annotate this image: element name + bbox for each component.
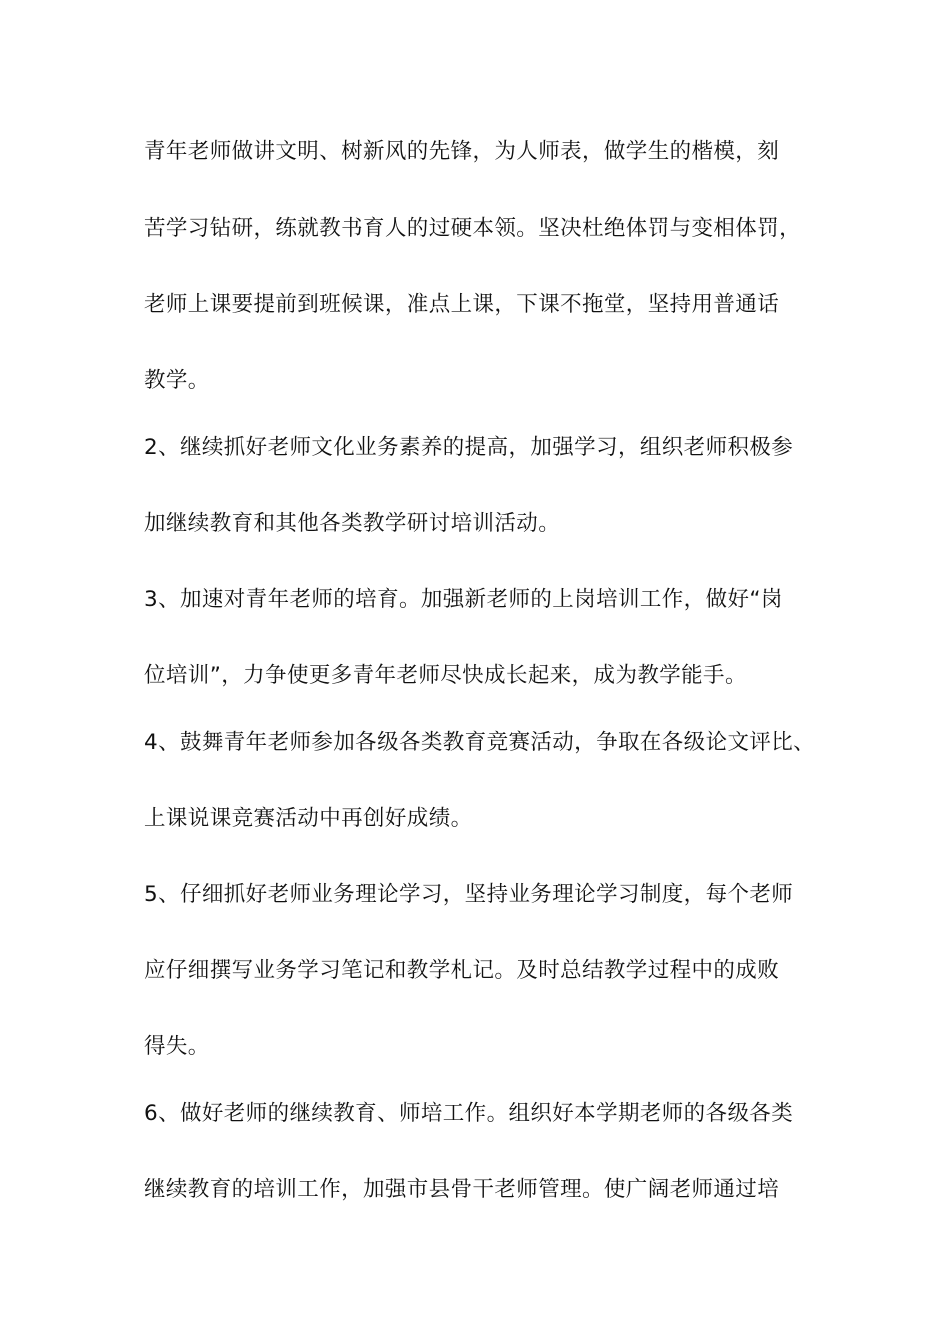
text-line: 上课说课竞赛活动中再创好成绩。 <box>144 806 473 831</box>
text-line: 青年老师做讲文明、树新风的先锋，为人师表，做学生的楷模，刻 <box>144 139 780 164</box>
text-line: 2、继续抓好老师文化业务素养的提高，加强学习，组织老师积极参 <box>144 435 794 460</box>
text-line: 4、鼓舞青年老师参加各级各类教育竞赛活动，争取在各级论文评比、 <box>144 730 816 755</box>
text-line: 位培训”，力争使更多青年老师尽快成长起来，成为教学能手。 <box>144 663 747 688</box>
text-line: 老师上课要提前到班候课，准点上课，下课不拖堂，坚持用普通话 <box>144 292 780 317</box>
text-line: 得失。 <box>144 1034 210 1059</box>
text-line: 6、做好老师的继续教育、师培工作。组织好本学期老师的各级各类 <box>144 1101 794 1126</box>
text-line: 加继续教育和其他各类教学研讨培训活动。 <box>144 511 561 536</box>
text-line: 3、加速对青年老师的培育。加强新老师的上岗培训工作，做好“岗 <box>144 587 783 612</box>
text-line: 应仔细撰写业务学习笔记和教学札记。及时总结教学过程中的成败 <box>144 958 780 983</box>
text-line: 苦学习钻研，练就教书育人的过硬本领。坚决杜绝体罚与变相体罚， <box>144 216 802 241</box>
text-line: 教学。 <box>144 368 210 393</box>
text-line: 5、仔细抓好老师业务理论学习，坚持业务理论学习制度，每个老师 <box>144 882 794 907</box>
text-line: 继续教育的培训工作，加强市县骨干老师管理。使广阔老师通过培 <box>144 1177 780 1202</box>
